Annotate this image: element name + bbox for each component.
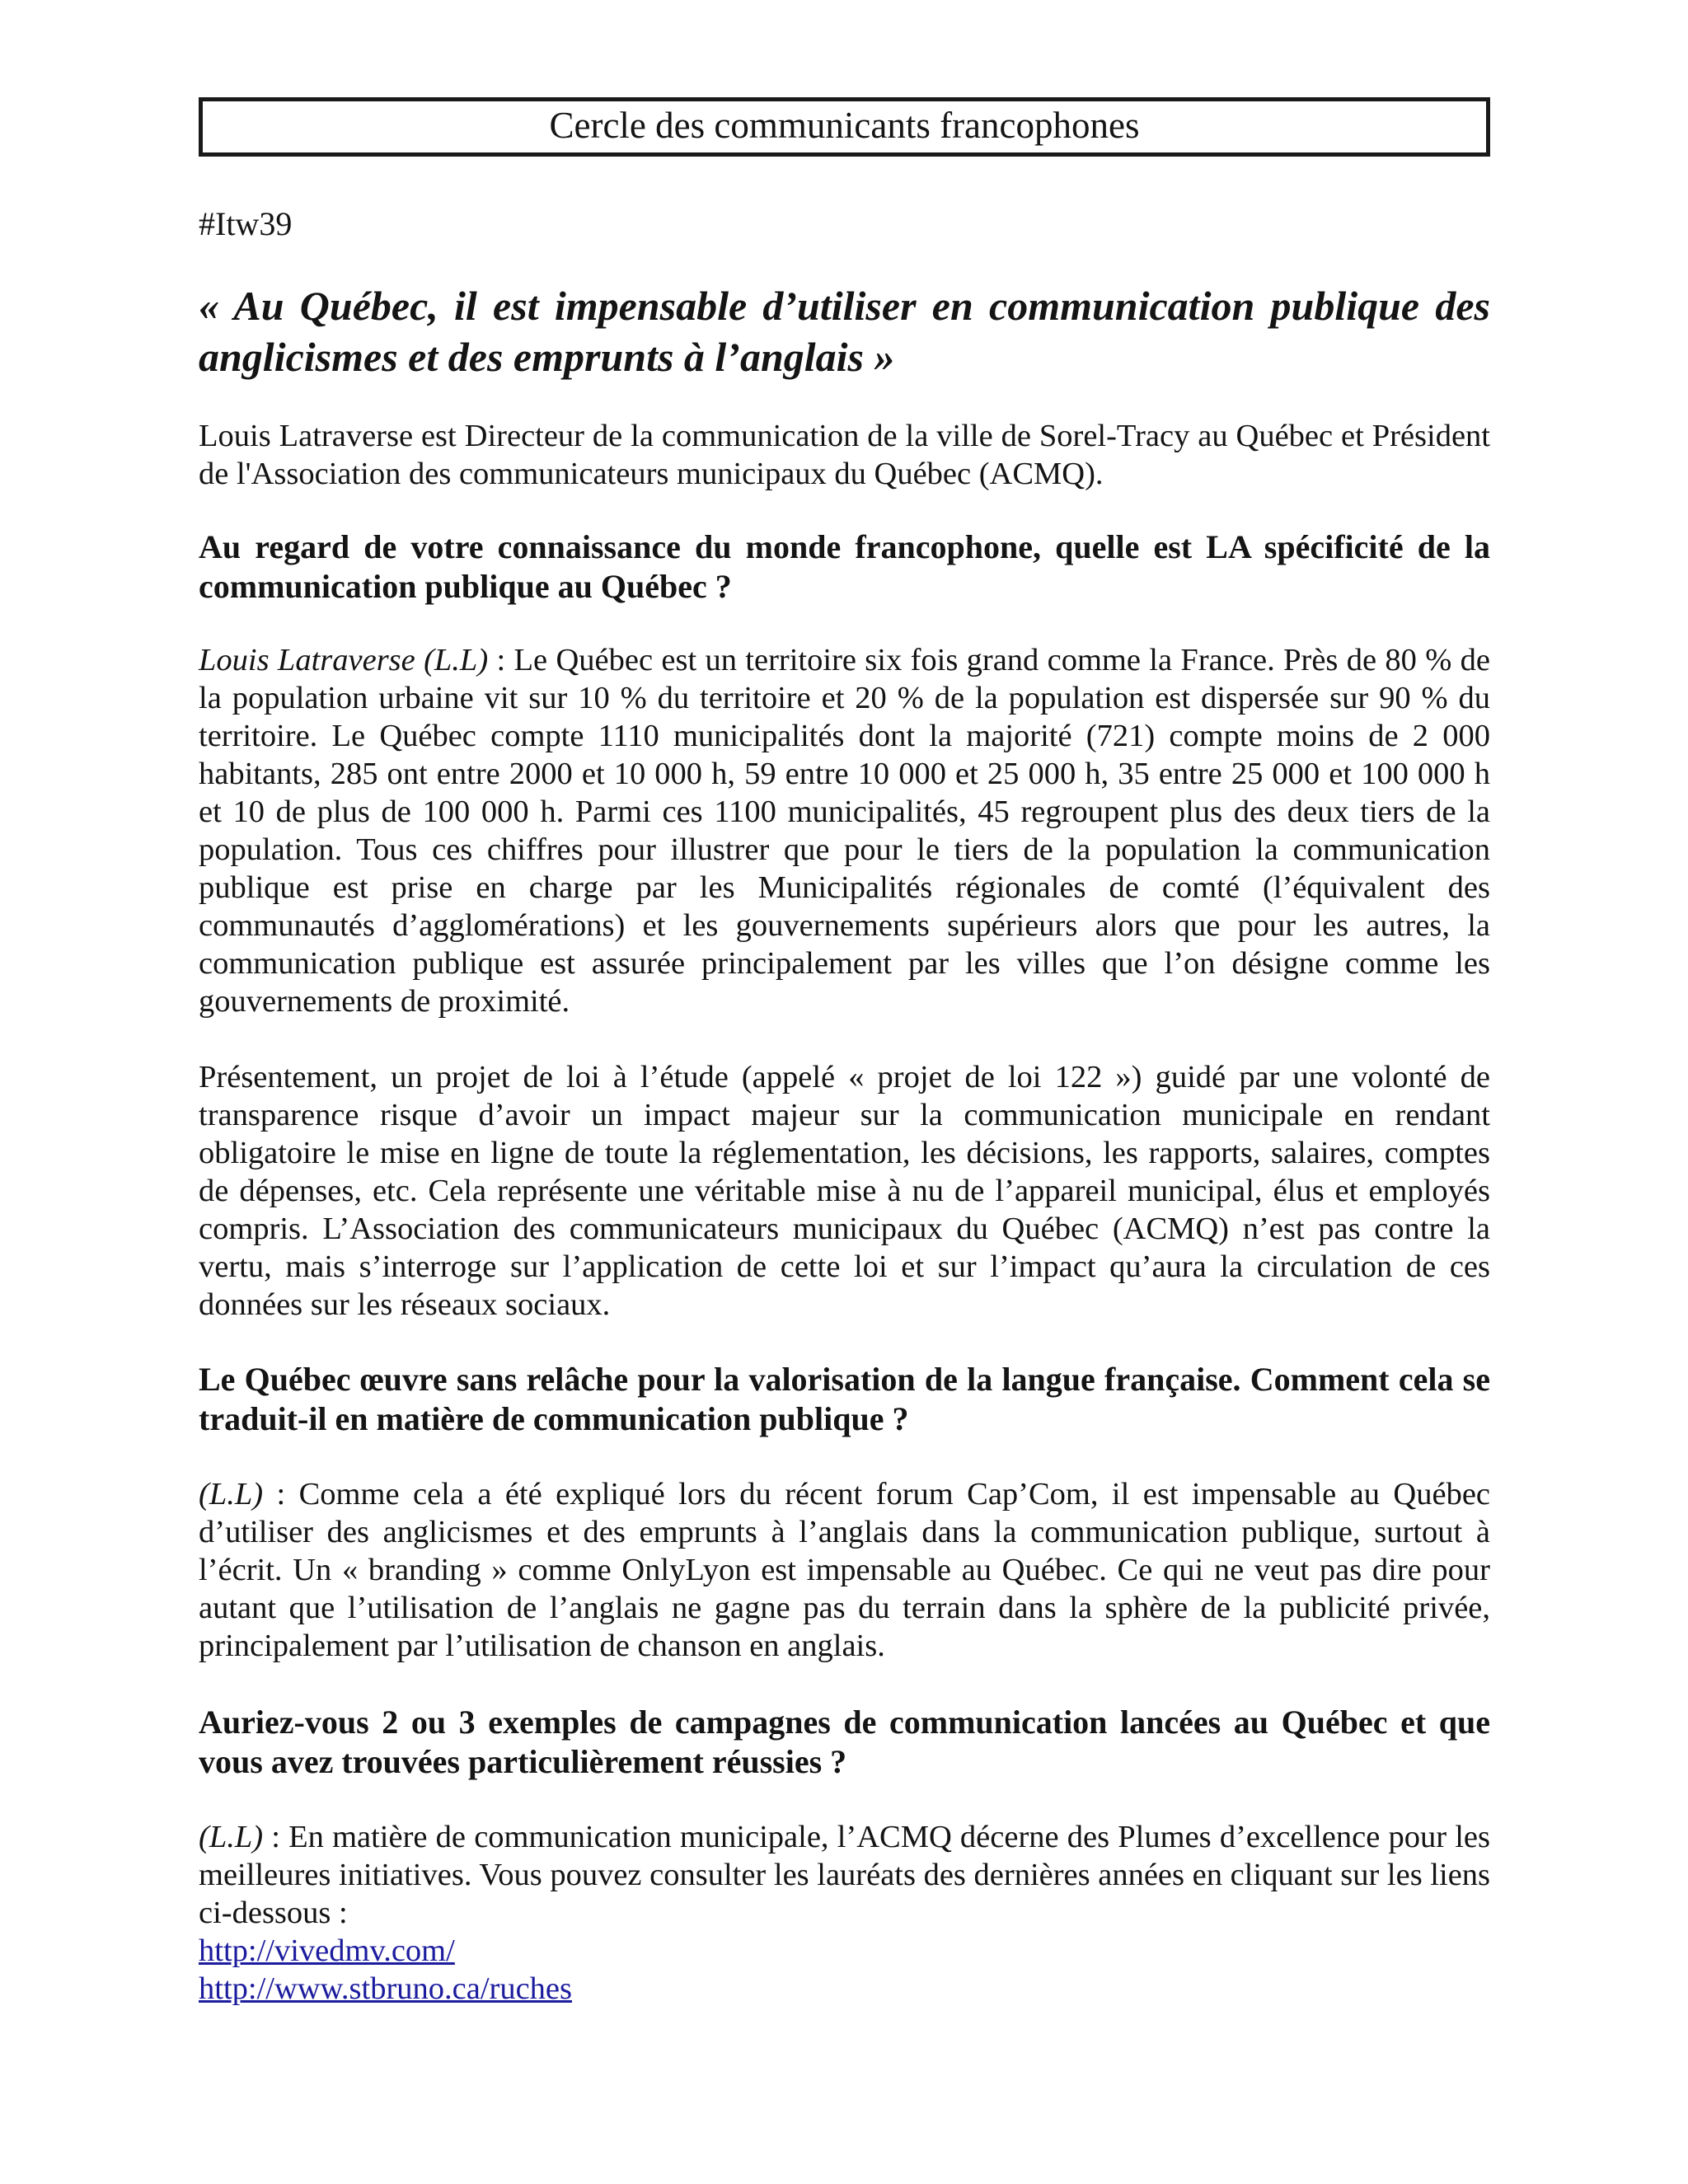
header-title: Cercle des communicants francophones	[549, 104, 1140, 146]
interview-tag: #Itw39	[199, 205, 293, 242]
document-page	[199, 97, 1490, 2008]
links-list	[199, 1932, 1490, 2008]
question-2: Le Québec œuvre sans relâche pour la valorisation de la langue française. Comment cela se traduit-il en matière de communication publique ?	[199, 1361, 1490, 1437]
question-1: Au regard de votre connaissance du monde francophone, quelle est LA spécificité de la communication publique au Québec ?	[199, 528, 1490, 605]
speaker-label: (L.L)	[199, 1477, 264, 1511]
link-stbruno-ruches[interactable]: http://www.stbruno.ca/ruches	[199, 1971, 572, 2006]
headline: « Au Québec, il est impensable d’utiliser en communication publique des anglicismes et des emprunts à l’anglais »	[199, 283, 1490, 380]
answer-3	[199, 1818, 1490, 1932]
answer-2-text: : Comme cela a été expliqué lors du récent forum Cap’Com, il est impensable au Québec d’utiliser des anglicismes et des emprunts à l’anglais dans la communication publique, surtout à l’écrit. Un « branding » comme OnlyLyon est impensable au Québec. Ce qui ne veut pas dire pour autant que l’utilisation de l’anglais ne gagne pas du terrain dans la sphère de la publicité privée, principalement par l’utilisation de chanson en anglais.	[199, 1477, 1490, 1663]
answer-1-text: : Le Québec est un territoire six fois grand comme la France. Près de 80 % de la population urbaine vit sur 10 % du territoire et 20 % de la population est dispersée sur 90 % du territoire. Le Québec compte 1110 municipalités dont la majorité (721) compte moins de 2 000 habitants, 285 ont entre 2000 et 10 000 h, 59 entre 10 000 et 25 000 h, 35 entre 25 000 et 100 000 h et 10 de plus de 100 000 h. Parmi ces 1100 municipalités, 45 regroupent plus des deux tiers de la population. Tous ces chiffres pour illustrer que pour le tiers de la population la communication publique est prise en charge par les Municipalités régionales de comté (l’équivalent des communautés d’agglomérations) et les gouvernements supérieurs alors que pour les autres, la communication publique est assurée principalement par les villes que l’on désigne comme les gouvernements de proximité.	[199, 643, 1490, 1019]
answer-2	[199, 1475, 1490, 1665]
answer-1-continued: Présentement, un projet de loi à l’étude (appelé « projet de loi 122 ») guidé par une volonté de transparence risque d’avoir un impact majeur sur la communication municipale en rendant obligatoire le mise en ligne de toute la réglementation, les décisions, les rapports, salaires, comptes de dépenses, etc. Cela représente une véritable mise à nu de l’appareil municipal, élus et employés compris. L’Association des communicateurs municipaux du Québec (ACMQ) n’est pas contre la vertu, mais s’interroge sur l’application de cette loi et sur l’impact qu’aura la circulation de ces données sur les réseaux sociaux.	[199, 1060, 1490, 1322]
answer-3-text: : En matière de communication municipale, l’ACMQ décerne des Plumes d’excellence pour les meilleures initiatives. Vous pouvez consulter les lauréats des dernières années en cliquant sur les liens ci-dessous :	[199, 1820, 1491, 1930]
speaker-label: Louis Latraverse (L.L)	[199, 643, 489, 677]
header-box	[199, 97, 1490, 157]
answer-1	[199, 641, 1490, 1020]
question-3: Auriez-vous 2 ou 3 exemples de campagnes de communication lancées au Québec et que vous avez trouvées particulièrement réussies ?	[199, 1704, 1490, 1780]
intro-paragraph: Louis Latraverse est Directeur de la communication de la ville de Sorel-Tracy au Québec et Président de l'Association des communicateurs municipaux du Québec (ACMQ).	[199, 419, 1490, 491]
speaker-label: (L.L)	[199, 1820, 264, 1854]
link-vivedmv[interactable]: http://vivedmv.com/	[199, 1933, 455, 1968]
